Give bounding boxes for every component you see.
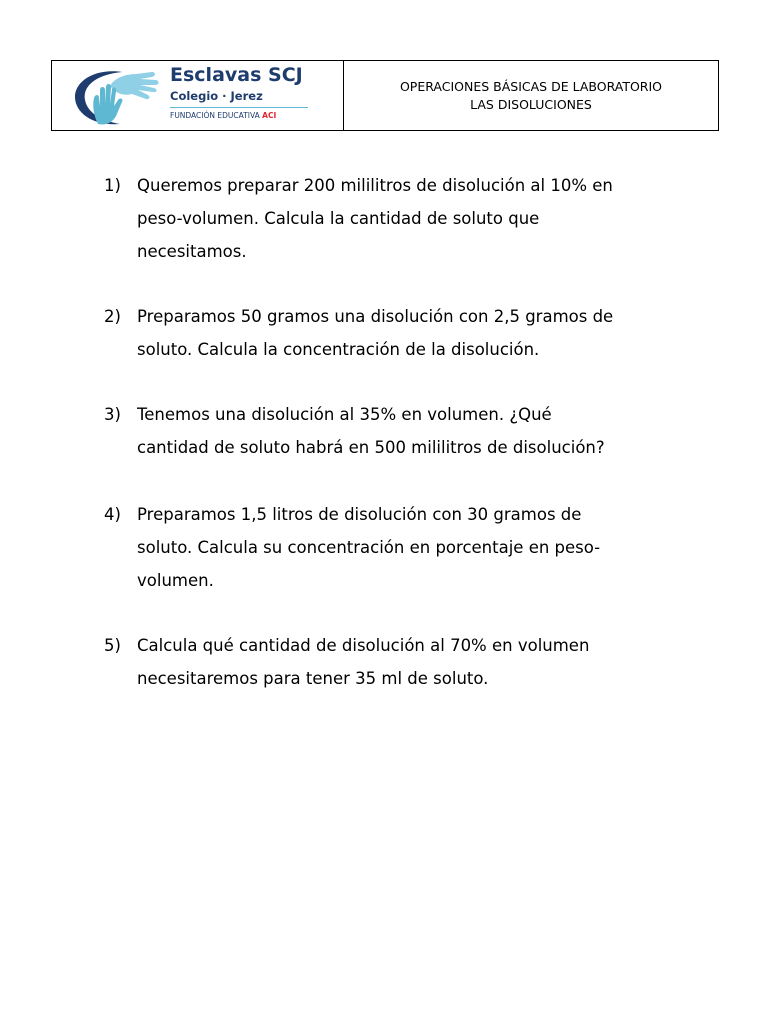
question-line: volumen. xyxy=(137,571,214,590)
brand-divider xyxy=(170,107,308,108)
brand-subtitle: Colegio · Jerez xyxy=(170,89,263,103)
question-number: 4) xyxy=(104,505,121,524)
question-line: Queremos preparar 200 mililitros de disolución al 10% en xyxy=(137,176,613,195)
question-item xyxy=(104,629,664,695)
logo-cell xyxy=(52,61,344,130)
question-text xyxy=(137,300,664,366)
question-number: 1) xyxy=(104,176,121,195)
question-line: Tenemos una disolución al 35% en volumen. ¿Qué xyxy=(137,405,552,424)
brand-name: Esclavas SCJ xyxy=(170,64,303,86)
question-item xyxy=(104,169,664,268)
question-line: Calcula qué cantidad de disolución al 70% en volumen xyxy=(137,636,590,655)
question-line: necesitaremos para tener 35 ml de soluto. xyxy=(137,669,489,688)
question-number: 2) xyxy=(104,307,121,326)
brand-foundation xyxy=(170,111,276,120)
question-text xyxy=(137,498,664,597)
esclavas-logo-icon xyxy=(70,66,162,128)
question-number: 5) xyxy=(104,636,121,655)
question-number: 3) xyxy=(104,405,121,424)
header-table xyxy=(51,60,719,131)
foundation-label: FUNDACIÓN EDUCATIVA xyxy=(170,111,260,120)
question-line: necesitamos. xyxy=(137,242,247,261)
question-item xyxy=(104,300,664,366)
question-text xyxy=(137,629,664,695)
document-title: OPERACIONES BÁSICAS DE LABORATORIO xyxy=(399,78,663,94)
foundation-aci: ACI xyxy=(262,111,277,120)
document-subtitle: LAS DISOLUCIONES xyxy=(470,96,592,112)
question-line: Preparamos 1,5 litros de disolución con 30 gramos de xyxy=(137,505,582,524)
question-line: soluto. Calcula la concentración de la disolución. xyxy=(137,340,540,359)
question-item xyxy=(104,498,664,597)
question-text xyxy=(137,398,664,464)
title-cell xyxy=(344,61,718,130)
question-line: peso-volumen. Calcula la cantidad de soluto que xyxy=(137,209,540,228)
question-item xyxy=(104,398,664,464)
question-text xyxy=(137,169,664,268)
question-line: Preparamos 50 gramos una disolución con 2,5 gramos de xyxy=(137,307,614,326)
question-line: cantidad de soluto habrá en 500 mililitros de disolución? xyxy=(137,438,605,457)
question-line: soluto. Calcula su concentración en porcentaje en peso- xyxy=(137,538,601,557)
